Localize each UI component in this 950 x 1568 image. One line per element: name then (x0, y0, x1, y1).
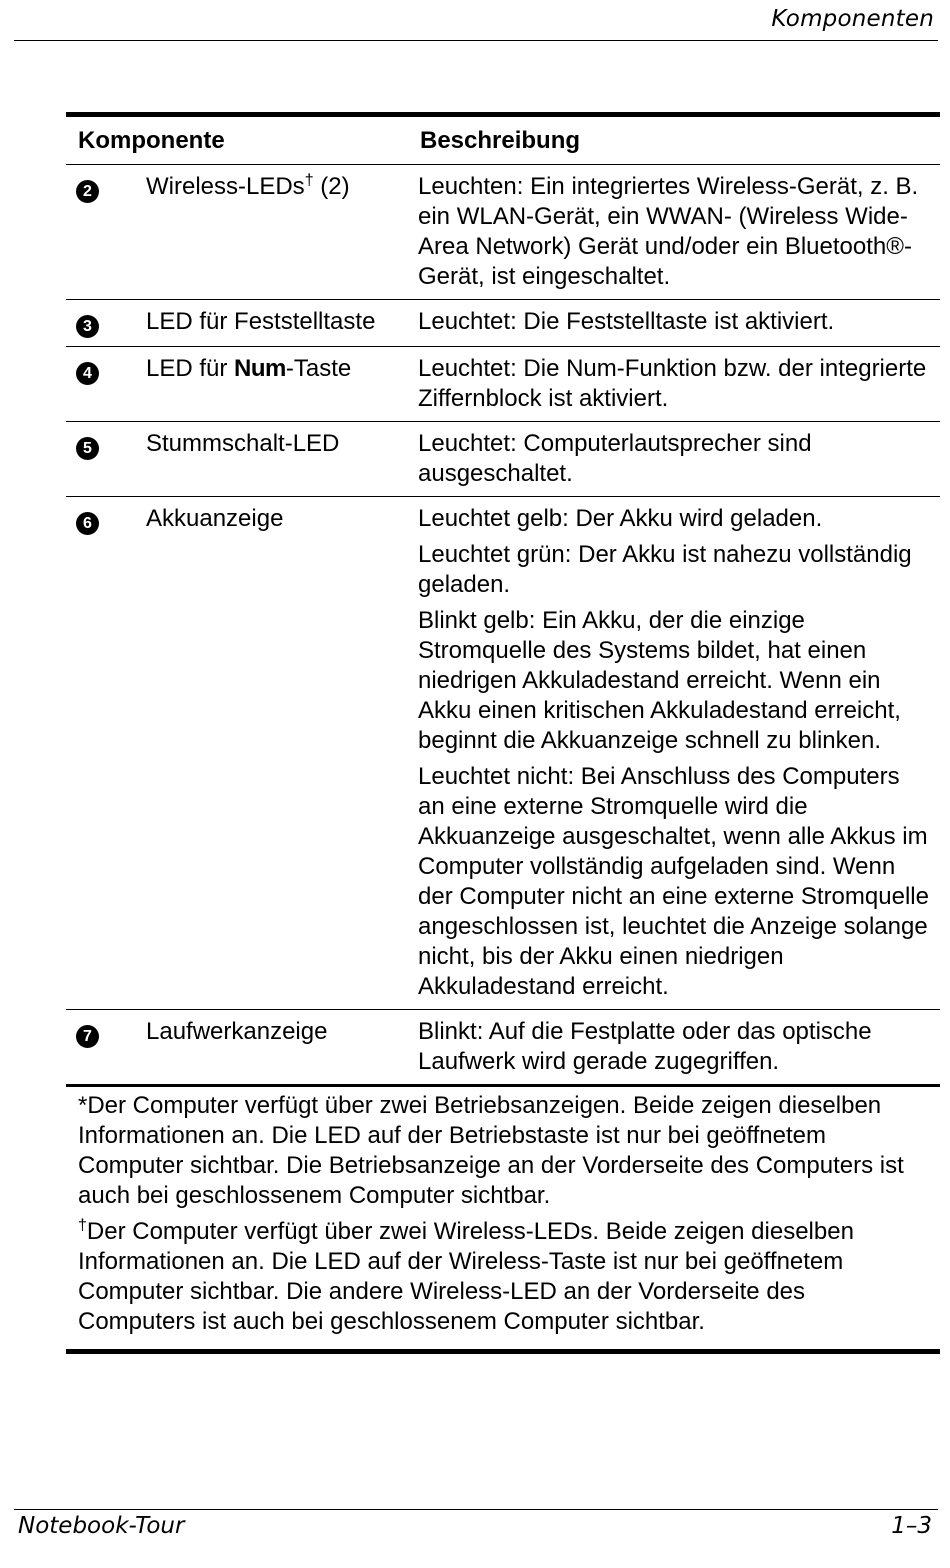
table-row (66, 300, 940, 346)
header-divider (14, 40, 938, 41)
footnote-wireless-leds: †Der Computer verfügt über zwei Wireless-LEDs. Beide zeigen dieselben Informationen an. Die LED auf der Wireless-Taste ist nur bei geöffnetem Computer sichtbar. Die andere Wireless-LED an der Vorderseite des Computers ist auch bei geschlossenem Computer sichtbar. (78, 1217, 854, 1335)
callout-number-icon: 5 (76, 437, 99, 460)
table-row (66, 165, 940, 299)
column-header-component: Komponente (78, 126, 225, 154)
dagger-footnote-mark: † (304, 172, 314, 189)
component-name: Laufwerkanzeige (146, 1018, 328, 1045)
component-name: Akkuanzeige (146, 505, 284, 532)
component-name: LED für Num-Taste (146, 355, 352, 382)
table-header-row (66, 117, 940, 164)
callout-number-icon: 7 (76, 1025, 99, 1048)
component-name: LED für Feststelltaste (146, 308, 376, 335)
component-description: Blinkt: Auf die Festplatte oder das optische Laufwerk wird gerade zugegriffen. (418, 1018, 872, 1075)
footer-divider (14, 1509, 938, 1510)
table-row (66, 347, 940, 421)
column-header-description: Beschreibung (420, 126, 581, 154)
callout-number-icon: 3 (76, 315, 99, 338)
page-header-title: Komponenten (771, 6, 934, 32)
callout-number-icon: 4 (76, 362, 99, 385)
callout-number-icon: 6 (76, 512, 99, 535)
num-key-label: Num (234, 355, 286, 382)
dagger-footnote-mark: † (78, 1217, 87, 1234)
footer-chapter-title: Notebook-Tour (18, 1513, 185, 1539)
callout-number-icon: 2 (76, 180, 99, 203)
table-row (66, 497, 940, 1009)
component-description: Leuchten: Ein integriertes Wireless-Gerät, z. B. ein WLAN-Gerät, ein WWAN- (Wireless Wide-Area Network) Gerät und/oder ein Bluetooth®-Gerät, ist eingeschaltet. (418, 173, 919, 290)
table-row (66, 422, 940, 496)
footer-page-number: 1–3 (891, 1513, 932, 1539)
component-description: Leuchtet: Die Num-Funktion bzw. der integrierte Ziffernblock ist aktiviert. (418, 355, 927, 412)
component-description: Leuchtet: Computerlautsprecher sind ausgeschaltet. (418, 430, 812, 487)
footnote-power-leds: *Der Computer verfügt über zwei Betriebsanzeigen. Beide zeigen dieselben Informationen an. Die LED auf der Betriebstaste ist nur bei geöffnetem Computer sichtbar. Die Betriebsanzeige an der Vorderseite des Computers ist auch bei geschlossenem Computer sichtbar. (78, 1092, 904, 1209)
table-row (66, 1010, 940, 1084)
component-description: Leuchtet: Die Feststelltaste ist aktiviert. (418, 308, 835, 335)
component-name: Wireless-LEDs† (2) (146, 172, 350, 200)
components-table (66, 112, 940, 1354)
table-footnotes (66, 1087, 940, 1349)
table-bottom-rule (66, 1349, 940, 1354)
component-description: Leuchtet gelb: Der Akku wird geladen. Leuchtet grün: Der Akku ist nahezu vollständig geladen. Blinkt gelb: Ein Akku, der die einzige Stromquelle des Systems bildet, hat einen niedrigen Akkuladestand erreicht. Wenn ein Akku einen kritischen Akkuladestand erreicht, beginnt die Akkuanzeige schnell zu blinken. Leuchtet nicht: Bei Anschluss des Computers an eine externe Stromquelle wird die Akkuanzeige ausgeschaltet, wenn alle Akkus im Computer vollständig aufgeladen sind. Wenn der Computer nicht an eine externe Stromquelle angeschlossen ist, leuchtet die Anzeige solange nicht, bis der Akku einen niedrigen Akkuladestand erreicht. (418, 505, 929, 1000)
component-name: Stummschalt-LED (146, 430, 340, 457)
